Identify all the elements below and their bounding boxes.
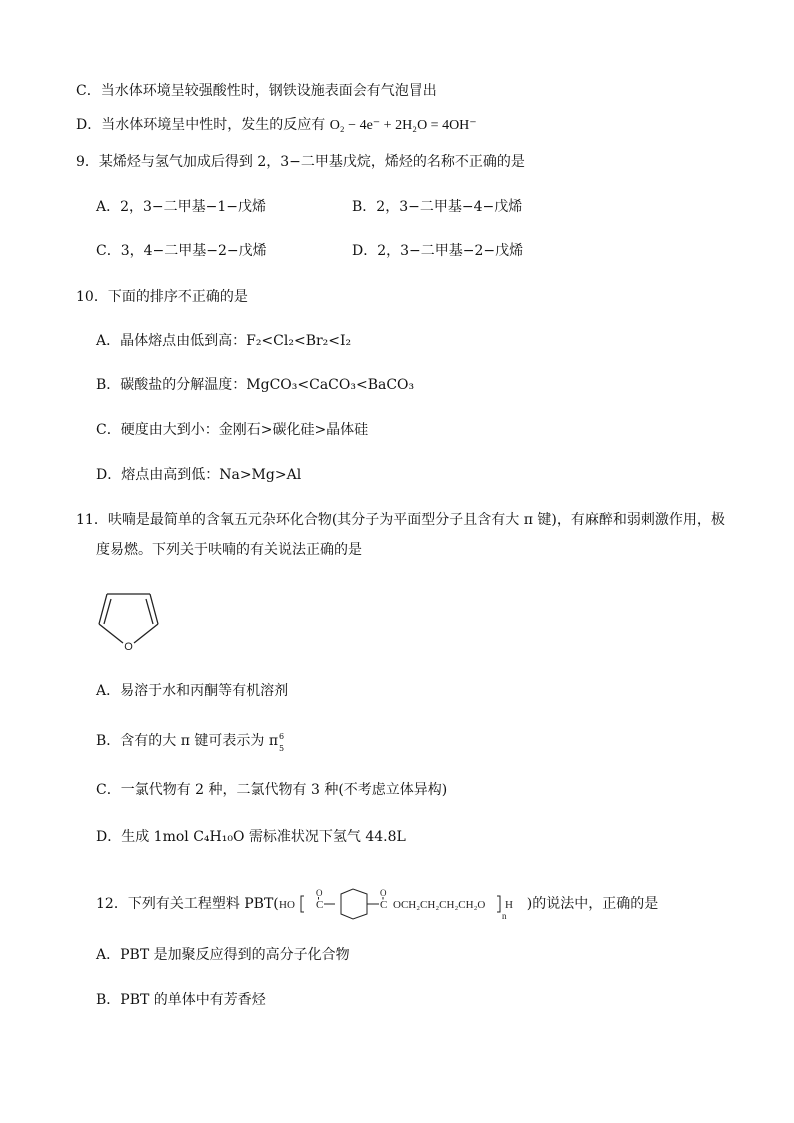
q11-option-c: C．一氯代物有 2 种，二氯代物有 3 种(不考虑立体异构) — [96, 782, 448, 798]
pbt-bracket-left — [301, 896, 304, 912]
pbt-benzene-ring — [341, 889, 367, 919]
q9-option-c: C．3，4−二甲基−2−戊烯 — [96, 243, 267, 259]
q12-option-b: B．PBT 的单体中有芳香烃 — [96, 992, 266, 1008]
q11-stem-line2: 度易燃。下列关于呋喃的有关说法正确的是 — [96, 542, 362, 558]
q9-option-a: A．2，3−二甲基−1−戊烯 — [96, 199, 267, 215]
q10-option-a: A．晶体熔点由低到高：F₂<Cl₂<Br₂<I₂ — [96, 333, 352, 349]
q8-option-d-text: D．当水体环境呈中性时，发生的反应有 — [76, 117, 330, 133]
pbt-ho-label: HO — [278, 899, 295, 911]
q11-option-b — [96, 732, 286, 753]
q12-stem-prefix: 12．下列有关工程塑料 PBT( — [96, 896, 279, 912]
q10-option-b: B．碳酸盐的分解温度：MgCO₃<CaCO₃<BaCO₃ — [96, 377, 415, 393]
pbt-carbonyl-c2: C — [379, 899, 388, 911]
pbt-carbonyl-o2: O — [379, 888, 387, 898]
furan-oxygen-label: O — [124, 641, 133, 653]
q11-pi-subscript: 5 — [279, 744, 285, 753]
pbt-structural-formula — [279, 886, 527, 922]
q11-stem-line1: 11．呋喃是最简单的含氧五元杂环化合物(其分子为平面型分子且含有大 π 键)，有麻醉和弱刺激作用，极 — [76, 512, 725, 528]
pbt-carbonyl-o1: O — [315, 888, 323, 898]
q10-option-d: D．熔点由高到低：Na>Mg>Al — [96, 467, 302, 483]
pbt-end-h: H — [504, 899, 513, 911]
pbt-chain-label: OCH₂CH₂CH₂CH₂O — [392, 899, 486, 911]
q8-option-d-equation: O₂ − 4e⁻ + 2H₂O = 4OH⁻ — [329, 118, 477, 133]
q11-option-b-text: B．含有的大 π 键可表示为 π — [96, 733, 279, 749]
q11-option-d: D．生成 1mol C₄H₁₀O 需标准状况下氢气 44.8L — [96, 829, 406, 845]
pbt-repeat-n: n — [501, 911, 507, 921]
q11-pi-superscript: 6 — [279, 732, 285, 741]
q10-stem: 10．下面的排序不正确的是 — [76, 289, 248, 305]
q12-stem — [96, 886, 658, 922]
furan-structure-diagram — [96, 588, 166, 656]
q10-option-c: C．硬度由大到小：金刚石>碳化硅>晶体硅 — [96, 422, 369, 438]
pbt-carbonyl-c1: C — [315, 899, 324, 911]
q11-pi-notation — [278, 732, 286, 753]
q8-option-d — [76, 116, 477, 135]
q9-stem: 9．某烯烃与氢气加成后得到 2，3−二甲基戊烷，烯烃的名称不正确的是 — [76, 154, 525, 170]
q12-option-a: A．PBT 是加聚反应得到的高分子化合物 — [96, 947, 350, 963]
q8-option-c: C．当水体环境呈较强酸性时，钢铁设施表面会有气泡冒出 — [76, 83, 437, 99]
q9-option-b: B．2，3−二甲基−4−戊烯 — [352, 199, 523, 215]
furan-bond-c5-o — [134, 624, 158, 643]
q12-stem-suffix: )的说法中，正确的是 — [526, 896, 659, 912]
q11-option-a: A．易溶于水和丙酮等有机溶剂 — [96, 683, 289, 699]
q9-option-d: D．2，3−二甲基−2−戊烯 — [352, 243, 524, 259]
pbt-bracket-right — [497, 896, 500, 912]
furan-bond-c2-o — [99, 624, 123, 643]
